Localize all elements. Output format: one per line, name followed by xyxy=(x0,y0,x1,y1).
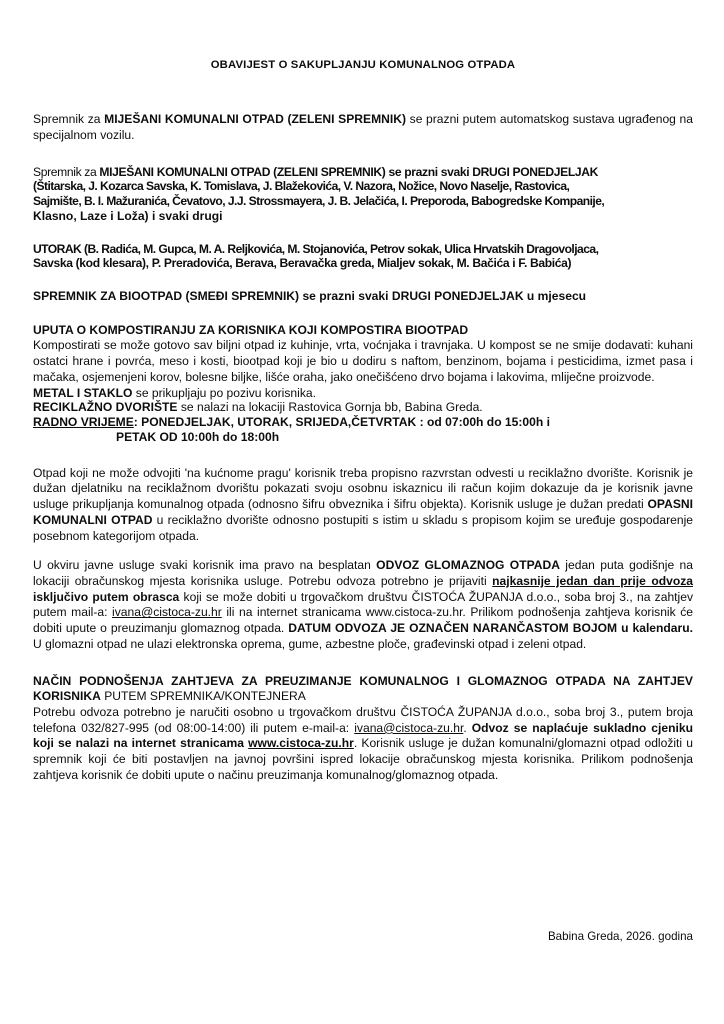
recycling-yard-tail: se nalazi na lokaciji Rastovica Gornja bb, Babina Greda. xyxy=(177,400,483,415)
paragraph-schedule-tuesday xyxy=(33,242,693,272)
working-hours-days: : PONEDJELJAK, UTORAK, SRIJEDA,ČETVRTAK : od 07:00h do 15:00h i xyxy=(133,415,550,430)
bulky-waste-part-5: U glomazni otpad ne ulazi elektronska oprema, gume, azbestne ploče, građevinski otpad i zeleni otpad. xyxy=(33,636,587,651)
schedule-monday-bold-title: MIJEŠANI KOMUNALNI OTPAD (ZELENI SPREMNIK) se prazni svaki DRUGI PONEDJELJAK xyxy=(99,164,599,179)
schedule-monday-heading-line xyxy=(33,165,693,180)
page-title: OBAVIJEST O SAKUPLJANJU KOMUNALNOG OTPADA xyxy=(210,59,516,71)
request-method-part-2: . xyxy=(463,720,472,735)
bulky-waste-date-emphasis: DATUM ODVOZA JE OZNAČEN NARANČASTOM BOJOM u kalendaru. xyxy=(288,621,693,636)
document-footer xyxy=(33,930,693,943)
paragraph-bio-bin xyxy=(33,289,693,305)
bulky-waste-part-2: jedan puta godišnje na lokaciji obračunskog mjesta korisnika usluge. Potrebu odvoza potrebno je prijaviti xyxy=(33,558,693,588)
recycling-rules-hazardous-bold: OPASNI KOMUNALNI OTPAD xyxy=(33,497,693,527)
schedule-monday-lead: Spremnik za xyxy=(33,164,100,179)
bulky-waste-part-1: U okviru javne usluge svaki korisnik ima pravo na besplatan xyxy=(33,558,377,573)
schedule-tuesday-line-2: Savska (kod klesara), P. Preradovića, Berava, Beravačka greda, Mialjev sokak, M. Bačića i F. Babića) xyxy=(33,256,572,271)
green-bin-intro-tail: se prazni putem automatskog sustava ugrađenog na specijalnom vozilu. xyxy=(33,112,693,142)
recycling-rules-part-2: u reciklažno dvorište odnosno postupiti s istim u skladu s propisom kojim se uređuje gospodarenje posebnom kategorijom otpada. xyxy=(33,512,693,543)
request-method-price-bold: Odvoz se naplaćuje sukladno cjeniku koji se nalazi na internet stranicama xyxy=(33,720,693,751)
metal-glass-tail: se prikupljaju po pozivu korisnika. xyxy=(132,385,316,400)
compost-heading-text: UPUTA O KOMPOSTIRANJU ZA KORISNIKA KOJI KOMPOSTIRA BIOOTPAD xyxy=(33,322,469,337)
working-hours-label: RADNO VRIJEME xyxy=(33,415,134,430)
paragraph-request-method-body xyxy=(33,705,693,784)
bulky-waste-deadline-emphasis: najkasnije jedan dan prije odvoza xyxy=(492,573,694,588)
bio-bin-bold: SPREMNIK ZA BIOOTPAD (SMEĐI SPREMNIK) xyxy=(33,289,300,304)
paragraph-green-bin-intro xyxy=(33,112,693,143)
recycling-yard-bold: RECIKLAŽNO DVORIŠTE xyxy=(33,400,178,415)
bulky-waste-form-emphasis: isključivo putem obrasca xyxy=(33,589,180,604)
paragraph-recycling-yard xyxy=(33,400,693,415)
working-hours-friday: PETAK OD 10:00h do 18:00h xyxy=(116,429,280,444)
green-bin-intro-lead: Spremnik za xyxy=(33,112,105,127)
metal-glass-bold: METAL I STAKLO xyxy=(33,385,133,400)
schedule-tuesday-line-1: UTORAK (B. Radića, M. Gupca, M. A. Reljkovića, M. Stojanovića, Petrov sokak, Ulica Hrvatskih Dragovoljaca, xyxy=(33,241,599,256)
bulky-waste-bold-removal: ODVOZ GLOMAZNOG OTPADA xyxy=(376,558,560,573)
paragraph-schedule-monday xyxy=(33,165,693,224)
bio-bin-tail: se prazni svaki DRUGI PONEDJELJAK u mjesecu xyxy=(299,289,587,304)
bulky-waste-part-3: koji se može dobiti u trgovačkom društvu ČISTOĆA ŽUPANJA d.o.o., soba broj 3., na zahtjev putem mail-a: xyxy=(33,589,693,620)
paragraph-metal-glass xyxy=(33,386,693,401)
paragraph-bulky-waste xyxy=(33,558,693,652)
document-body xyxy=(33,58,693,784)
paragraph-working-hours xyxy=(33,415,693,445)
bulky-waste-part-4: ili na internet stranicama www.cistoca-zu.hr. Prilikom podnošenja zahtjeva korisnik će dobiti upute o preuzimanju glomaznog otpada. xyxy=(33,605,693,636)
recycling-rules-part-1: Otpad koji ne može odvojiti 'na kućnome pragu' korisnik treba propisno razvrstan odvesti u reciklažno dvorište. Korisnik je dužan djelatniku na reciklažnom dvorištu pokazati svoju osobnu iskaznicu ili račun kojim dokazuje da je korisnik javne usluge prikupljanja komunalnog otpada (odnosno šifru obveznika i šifru objekta). Korisnik usluge je dužan predati xyxy=(33,465,693,512)
working-hours-days-line xyxy=(33,415,693,430)
request-method-heading-bold: NAČIN PODNOŠENJA ZAHTJEVA ZA PREUZIMANJE KOMUNALNOG I GLOMAZNOG OTPADA NA ZAHTJEV KORISNIKA xyxy=(33,673,693,704)
schedule-monday-streets-line-3: Klasno, Laze i Loža) i svaki drugi xyxy=(33,208,223,223)
request-method-email-link[interactable]: ivana@cistoca-zu.hr xyxy=(354,720,464,735)
green-bin-intro-bold: MIJEŠANI KOMUNALNI OTPAD (ZELENI SPREMNIK) xyxy=(104,112,407,127)
paragraph-request-method-heading xyxy=(33,674,693,705)
compost-heading xyxy=(33,323,693,339)
bulky-waste-email-link[interactable]: ivana@cistoca-zu.hr xyxy=(112,605,222,620)
request-method-part-1: Potrebu odvoza potrebno je naručiti osobno u trgovačkom društvu ČISTOĆA ŽUPANJA d.o.o., soba broj 3., putem broja telefona 032/827-995 (od 08:00-14:00) ili putem e-mail-a: xyxy=(33,704,693,735)
request-method-website-link[interactable]: www.cistoca-zu.hr xyxy=(248,736,354,751)
schedule-monday-streets-line-2: Sajmište, B. I. Mažuranića, Čevatovo, J.J. Strossmayera, J. B. Jelačića, I. Preporoda, Babogredske Kompanije, xyxy=(33,194,605,209)
request-method-part-3: . Korisnik usluge je dužan komunalni/glomazni otpad odložiti u spremnik koji će biti postavljen na javnoj površini ispred lokacije obračunskog mjesta korisnika. Prilikom podnošenja zahtjeva korisnik će dobiti upute o načinu preuzimanja komunalnog/glomaznog otpada. xyxy=(33,736,693,782)
schedule-monday-streets-line-1: (Štitarska, J. Kozarca Savska, K. Tomislava, J. Blažekovića, V. Nazora, Nožice, Novo Naselje, Rastovica, xyxy=(33,179,570,194)
compost-body: Kompostirati se može gotovo sav biljni otpad iz kuhinje, vrta, voćnjaka i travnjaka. U kompost se ne smije dodavati: kuhani ostatci hrane i povrća, meso i kosti, biootpad koji je bio u dodiru s naftom, benzinom, bojama i pesticidima, izmet pasa i mačaka, osjemenjeni korov, bolesne biljke, lišće oraha, jako onečišćeno drvo bojama i lakovima, mliječne proizvode. xyxy=(33,338,693,384)
footer-place-year: Babina Greda, 2026. godina xyxy=(547,930,693,943)
request-method-heading-tail: PUTEM SPREMNIKA/KONTEJNERA xyxy=(100,689,306,704)
paragraph-recycling-rules xyxy=(33,466,693,545)
